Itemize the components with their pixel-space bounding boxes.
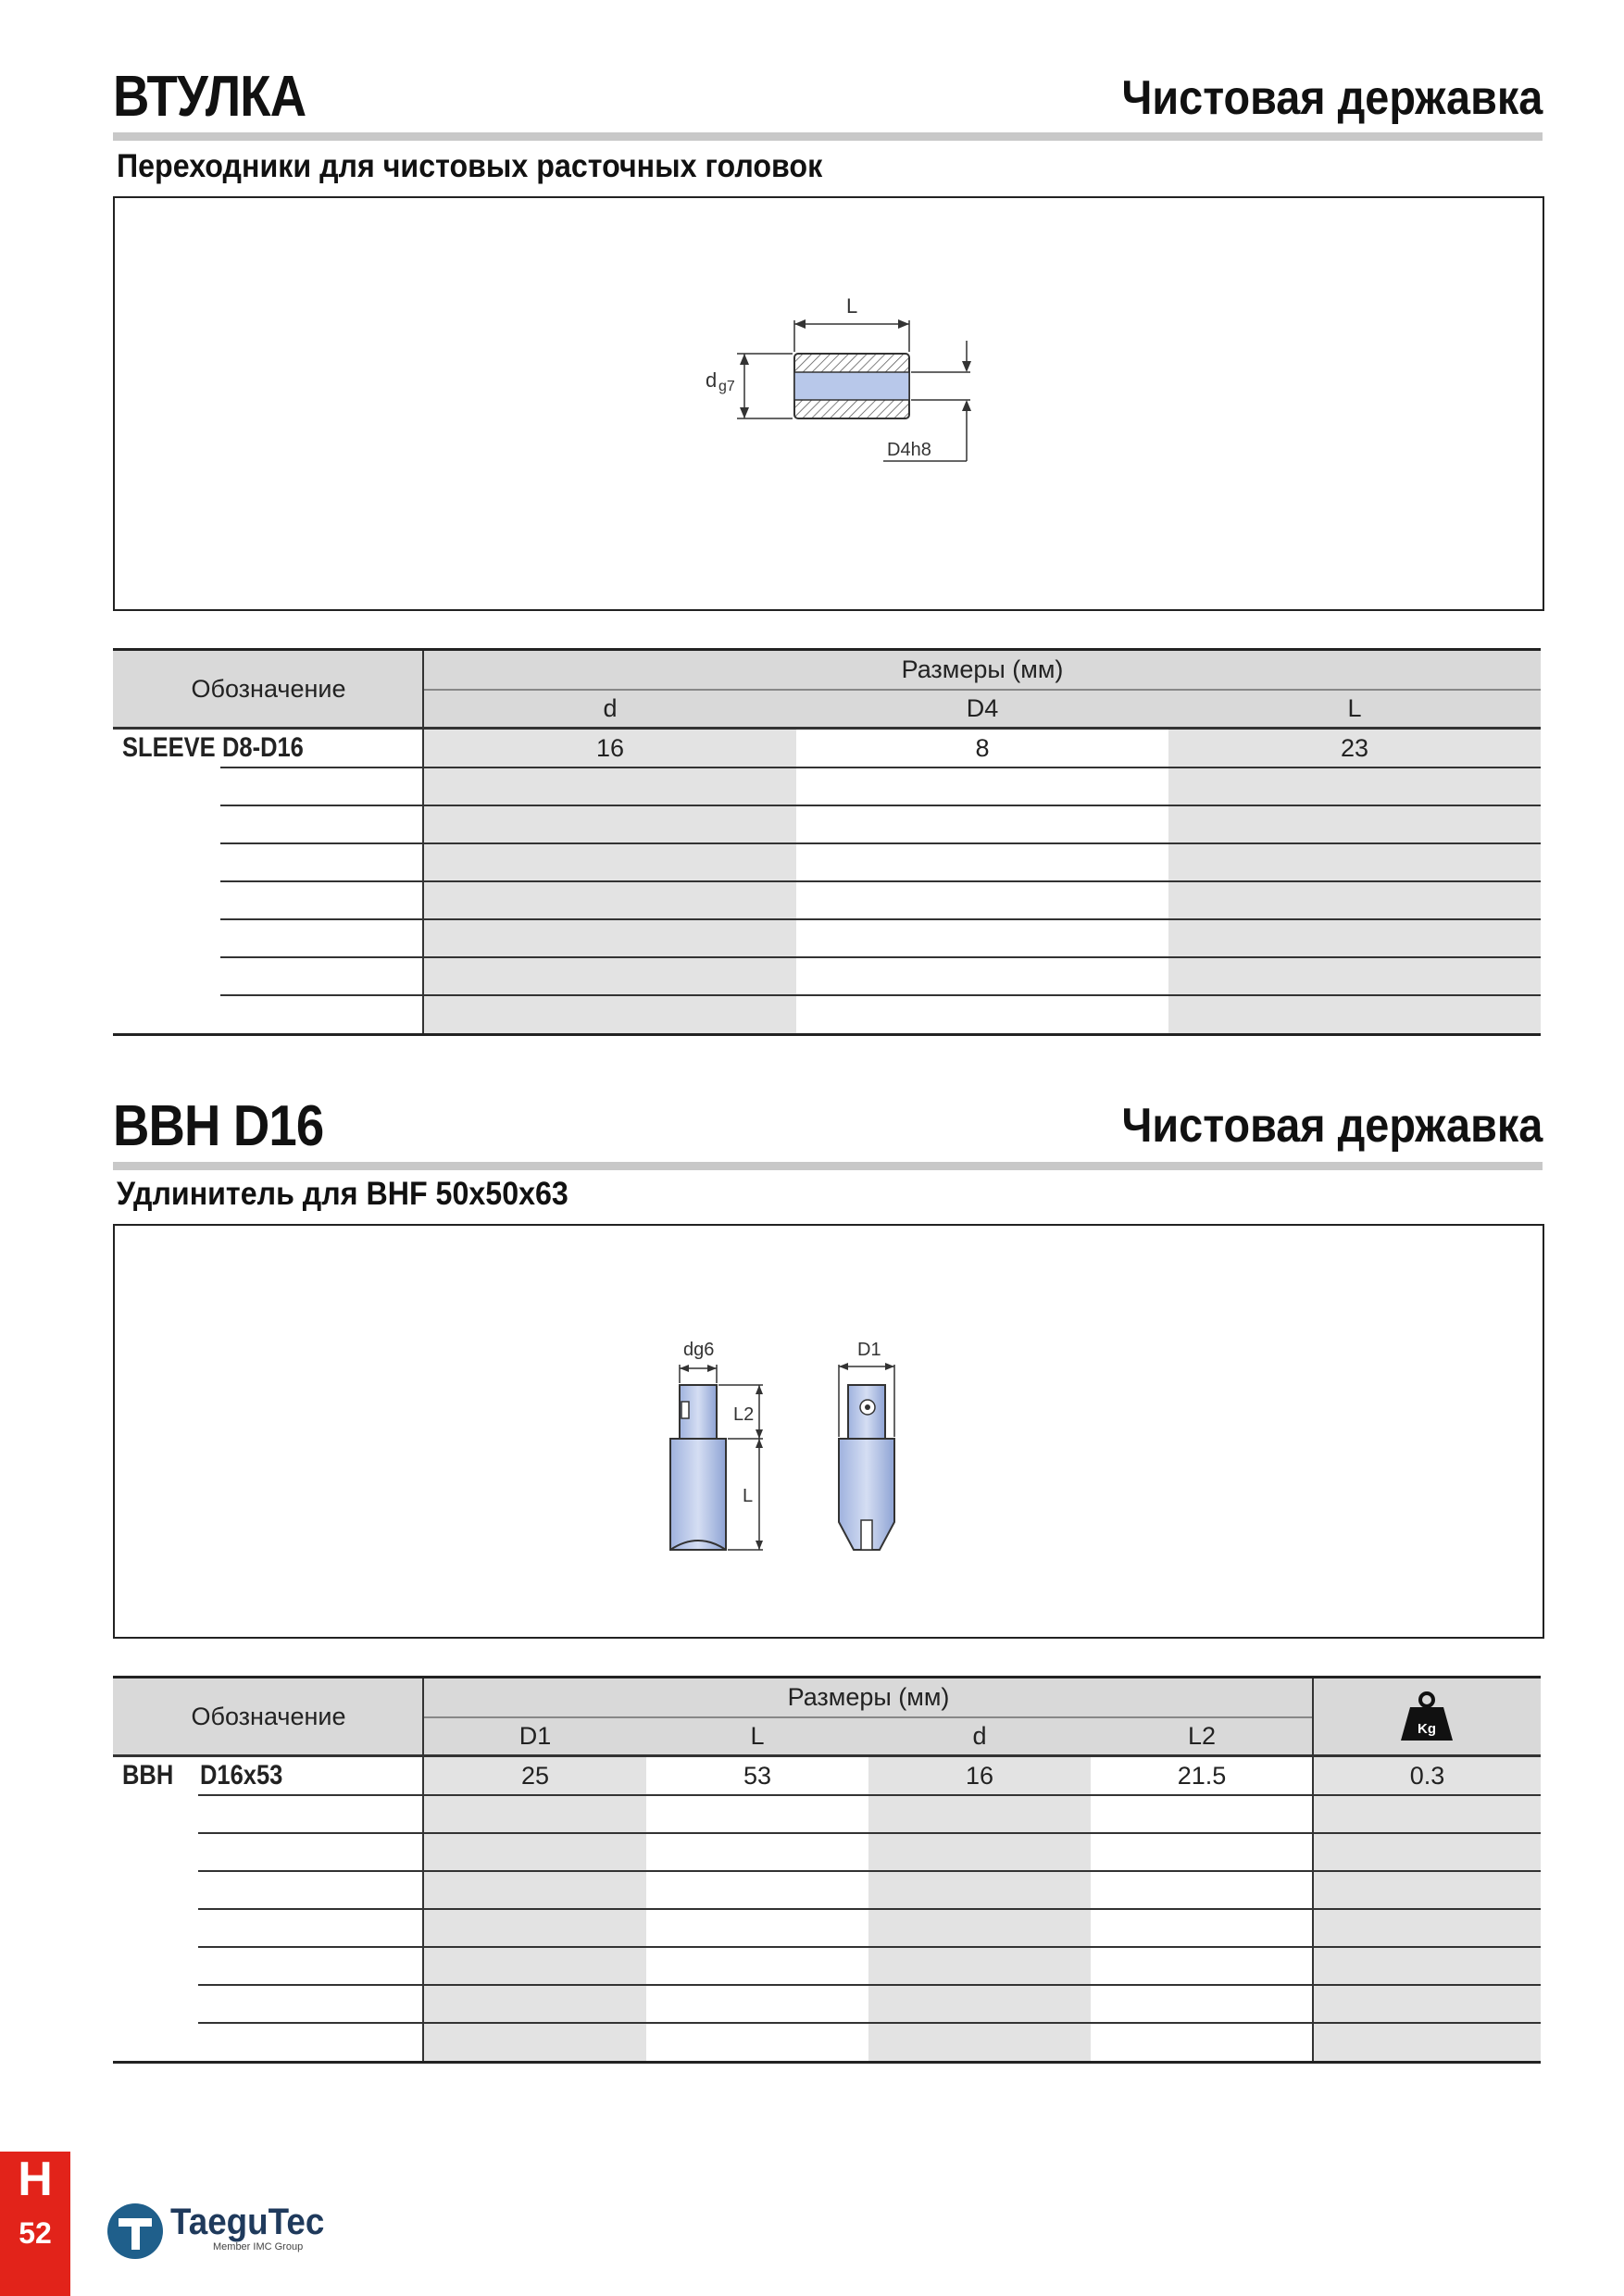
label-d: d <box>706 368 718 392</box>
weight-unit: Kg <box>1418 1721 1436 1737</box>
section1-divider <box>113 132 1543 141</box>
section2-category: Чистовая державка <box>1121 1099 1543 1153</box>
cell-weight: 0.3 <box>1409 1761 1445 1790</box>
brand-tagline: Member IMC Group <box>213 2241 304 2252</box>
section1-drawing-box <box>113 196 1544 611</box>
label-D1: D1 <box>857 1340 881 1360</box>
section2-drawing-box <box>113 1224 1544 1639</box>
col-d-header: d <box>868 1718 1091 1754</box>
section-tab-letter: H <box>18 2152 53 2206</box>
section1-title: ВТУЛКА <box>113 65 306 129</box>
section1-table <box>113 648 1541 1037</box>
section2-subtitle: Удлинитель для BHF 50x50x63 <box>117 1176 568 1212</box>
label-L2: L2 <box>733 1404 755 1425</box>
section2-table <box>113 1676 1541 2065</box>
brand-logo <box>104 2200 354 2265</box>
shank-body <box>670 1439 726 1550</box>
dimensions-group-header: Размеры (мм) <box>424 1678 1313 1716</box>
label-d-sub: g7 <box>718 379 735 394</box>
label-dg6: dg6 <box>683 1340 715 1360</box>
section1-subtitle: Переходники для чистовых расточных головок <box>117 148 823 184</box>
cell-D1: 25 <box>520 1761 550 1790</box>
designation-prefix: BBH <box>122 1760 174 1791</box>
label-D4: D4h8 <box>887 440 931 460</box>
col-L-header: L <box>646 1718 868 1754</box>
col-weight-header <box>1313 1678 1541 1754</box>
designation-code: D8-D16 <box>222 732 304 763</box>
col-D1-header: D1 <box>424 1718 646 1754</box>
sleeve-drawing <box>115 198 1543 609</box>
col-designation-header: Обозначение <box>113 1678 424 1754</box>
cell-d: 16 <box>965 1761 994 1790</box>
brand-name: TaeguTec <box>170 2202 325 2242</box>
cell-L2: 21.5 <box>1177 1761 1227 1790</box>
col-L-header: L <box>1168 691 1541 727</box>
weight-icon <box>1399 1691 1455 1742</box>
sleeve-bore <box>794 372 909 400</box>
page-number: 52 <box>19 2216 52 2250</box>
cell-d: 16 <box>595 733 625 762</box>
section1-category: Чистовая державка <box>1121 71 1543 125</box>
col-d-header: d <box>424 691 796 727</box>
section2-title: BBH D16 <box>113 1094 324 1158</box>
section2-divider <box>113 1162 1543 1170</box>
dimensions-group-header: Размеры (мм) <box>424 651 1541 689</box>
label-L: L <box>846 294 858 318</box>
extension-drawing <box>115 1226 1543 1637</box>
col-D4-header: D4 <box>796 691 1168 727</box>
cell-L: 53 <box>743 1761 772 1790</box>
col-designation-header: Обозначение <box>113 651 424 727</box>
col-L2-header: L2 <box>1091 1718 1313 1754</box>
designation-prefix: SLEEVE <box>122 732 216 763</box>
label-L: L <box>743 1486 754 1506</box>
cell-L: 23 <box>1340 733 1369 762</box>
designation-code: D16x53 <box>200 1760 283 1791</box>
cell-D4: 8 <box>975 733 990 762</box>
